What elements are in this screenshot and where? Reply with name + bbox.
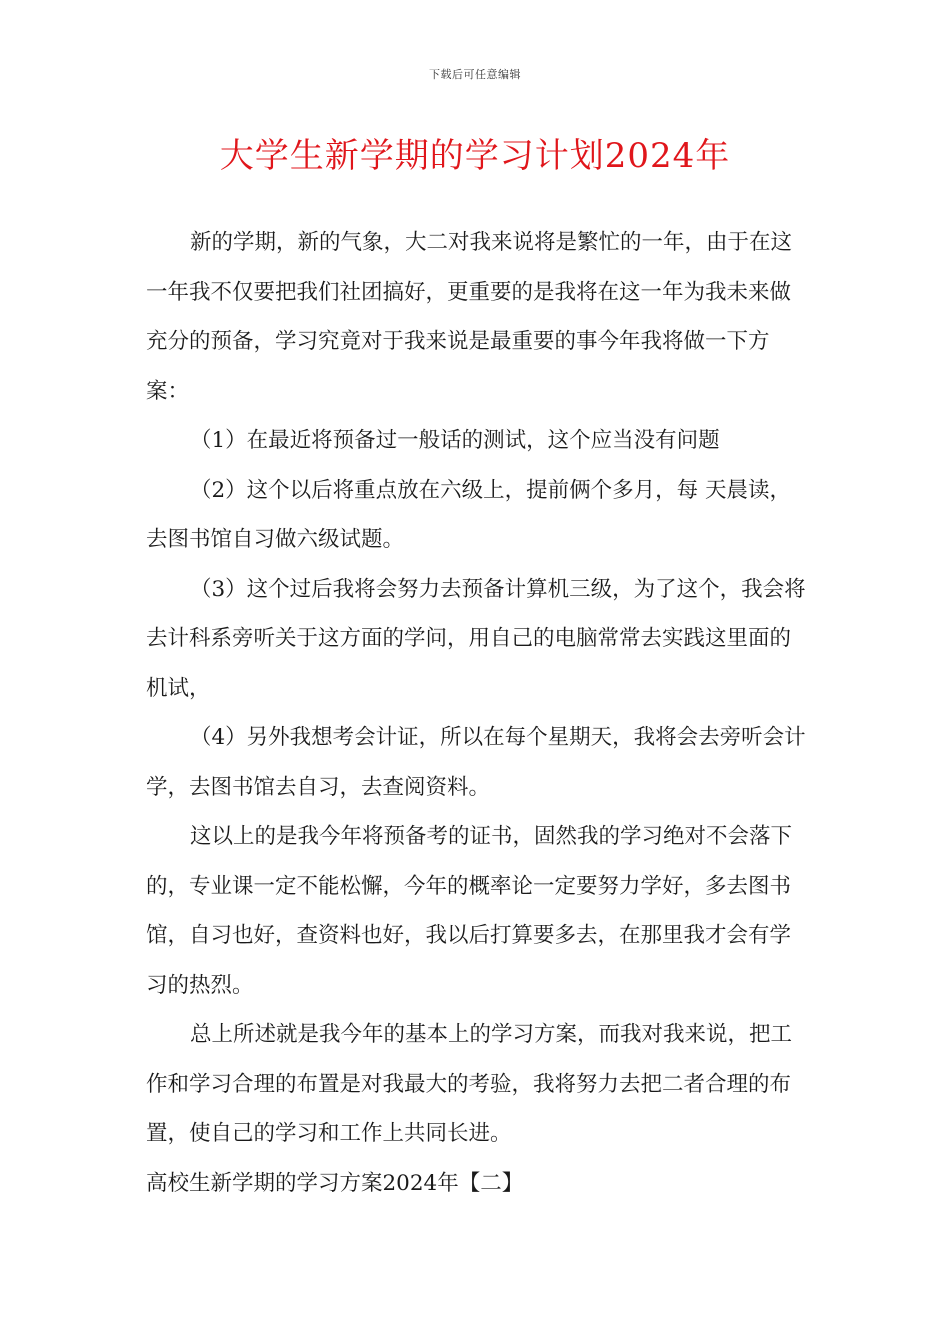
paragraph-item-4: （4）另外我想考会计证，所以在每个星期天，我将会去旁听会计学，去图书馆去自习，去查阅资料。: [146, 725, 806, 800]
paragraph-summary-2: 总上所述就是我今年的基本上的学习方案，而我对我来说，把工作和学习合理的布置是对我最大的考验，我将努力去把二者合理的布置，使自己的学习和工作上共同长进。: [146, 1022, 793, 1146]
paragraph-item-1: （1）在最近将预备过一般话的测试，这个应当没有问题: [190, 428, 720, 453]
header-note: 下载后可任意编辑: [429, 68, 521, 81]
paragraph-item-2: （2）这个以后将重点放在六级上，提前俩个多月，每 天晨读，去图书馆自习做六级试题。: [146, 477, 792, 552]
section-heading: 高校生新学期的学习方案2024年【二】: [146, 1170, 524, 1196]
paragraph-summary-1: 这以上的是我今年将预备考的证书，固然我的学习绝对不会落下的，专业课一定不能松懈，今年的概率论一定要努力学好，多去图书馆，自习也好，查资料也好，我以后打算要多去，在那里我才会有学习的热烈。: [146, 824, 793, 998]
paragraph-intro: 新的学期，新的气象，大二对我来说将是繁忙的一年，由于在这一年我不仅要把我们社团搞好，更重要的是我将在这一年为我未来做充分的预备，学习究竟对于我来说是最重要的事今年我将做一下方案：: [146, 230, 793, 404]
paragraph-item-3: （3）这个过后我将会努力去预备计算机三级，为了这个，我会将去计科系旁听关于这方面的学问，用自己的电脑常常去实践这里面的机试，: [146, 576, 806, 701]
document-body: [146, 218, 808, 1208]
document-title: 大学生新学期的学习计划2024年: [219, 136, 731, 176]
